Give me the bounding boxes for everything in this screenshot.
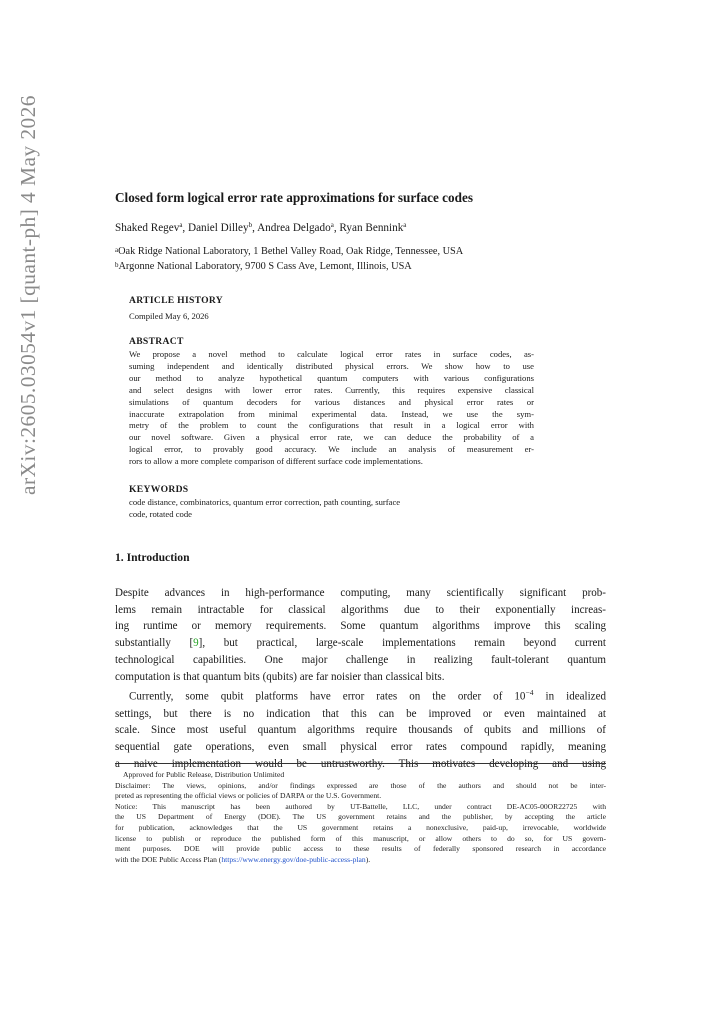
abstract-line: and select designs with lower error rates. Currently, this requires expensive classical	[129, 384, 534, 395]
affiliation-text: Oak Ridge National Laboratory, 1 Bethel Valley Road, Oak Ridge, Tennessee, USA	[118, 246, 464, 257]
footnote-line: for publication, acknowledges that the US government retains a nonexclusive, paid-up, irrevocable, worldwide	[115, 822, 606, 832]
body-line-with-exponent	[115, 685, 606, 705]
body-text: Currently, some qubit platforms have error rates on the order of 10	[129, 690, 526, 703]
body-line: scale. Since most useful quantum algorithms require thousands of qubits and millions of	[115, 724, 606, 737]
introduction-body	[115, 585, 606, 772]
footnote-text: with the DOE Public Access Plan (	[115, 854, 222, 864]
arxiv-sidebar-id: arXiv:2605.03054v1 [quant-ph] 4 May 2026	[16, 95, 40, 495]
abstract-line: We propose a novel method to calculate logical error rates in surface codes, as-	[129, 349, 534, 359]
abstract-line: inaccurate extrapolation from minimal experimental data. Instead, we use the sym-	[129, 408, 534, 419]
author-affiliation-mark: a	[179, 221, 183, 229]
body-line: Despite advances in high-performance computing, many scientifically significant prob-	[115, 587, 606, 599]
body-text: in idealized	[533, 690, 606, 703]
body-text: ], but practical, large-scale implementations remain beyond current	[198, 637, 606, 650]
keywords-line: code distance, combinatorics, quantum error correction, path counting, surface	[129, 497, 401, 507]
paper-title: Closed form logical error rate approximations for surface codes	[115, 190, 473, 205]
body-text: substantially [	[115, 637, 194, 650]
doe-access-plan-link[interactable]: https://www.energy.gov/doe-public-access-plan	[221, 854, 366, 864]
footnote-line: Disclaimer: The views, opinions, and/or findings expressed are those of the authors and should not be inter-	[115, 780, 606, 790]
compiled-date: Compiled May 6, 2026	[129, 311, 209, 321]
footnote-line-with-link	[115, 855, 606, 866]
affiliation-a	[115, 246, 463, 257]
footnote-line: preted as representing the official views or policies of DARPA or the U.S. Government.	[115, 791, 382, 801]
author-name: Ryan Bennink	[339, 222, 404, 234]
footnote-rule	[115, 763, 606, 764]
abstract-line: our method to analyze hypothetical quantum computers with various configurations	[129, 372, 534, 383]
author-name: Daniel Dilley	[188, 222, 249, 234]
affiliation-text: Argonne National Laboratory, 9700 S Cass Ave, Lemont, Illinois, USA	[118, 261, 412, 272]
author-affiliation-mark: b	[248, 221, 253, 229]
keywords-heading: KEYWORDS	[129, 484, 189, 495]
abstract-line: logical error, to provably good accuracy. We include an analysis of measurement er-	[129, 444, 534, 455]
author-affiliation-mark: a	[330, 221, 334, 229]
body-line: settings, but there is no indication that this can be improved or even maintained at	[115, 707, 606, 720]
footnote-line: Approved for Public Release, Distribution Unlimited	[123, 770, 285, 779]
footnote-line: the US Department of Energy (DOE). The US government retains and the publisher, by accepting the article	[115, 812, 606, 822]
section-title: 1. Introduction	[115, 551, 190, 564]
footnote-line: license to publish or reproduce the published form of this manuscript, or allow others to do so, for US govern-	[115, 833, 606, 843]
body-line-with-citation	[115, 635, 606, 652]
abstract-body	[129, 349, 534, 468]
affiliation-b	[115, 261, 412, 272]
abstract-heading: ABSTRACT	[129, 336, 184, 347]
body-line: ing runtime or memory requirements. Some quantum algorithms improve this scaling	[115, 620, 606, 633]
author-name: Andrea Delgado	[257, 222, 331, 234]
article-history-heading: ARTICLE HISTORY	[129, 295, 224, 306]
abstract-line: suming independent and identically distributed physical errors. We show how to use	[129, 360, 534, 371]
author-affiliation-mark: a	[403, 221, 407, 229]
footnote-text: ).	[365, 854, 371, 864]
body-line: computation is that quantum bits (qubits) are far noisier than classical bits.	[115, 670, 445, 683]
affiliation-mark: b	[115, 261, 119, 269]
author-list: Shaked Regev$^a$, Daniel Dilley$^b$, Andrea Delgado$^a$, Ryan Bennink$^a$	[115, 221, 407, 234]
exponent: −4	[525, 688, 534, 698]
body-line: a naive implementation would be untrustworthy. This motivates developing and using	[115, 757, 606, 770]
abstract-line: metry of the problem to count the configurations that result in a logical error with	[129, 420, 534, 431]
citation-link[interactable]: 9	[193, 637, 199, 650]
author-name: Shaked Regev	[115, 222, 180, 234]
affiliation-mark: a	[115, 246, 119, 254]
body-line: technological capabilities. One major challenge in realizing fault-tolerant quantum	[115, 653, 606, 666]
footnote-line: ment purposes. DOE will provide public access to these results of federally sponsored research in accordance	[115, 844, 606, 854]
body-line: lems remain intractable for classical algorithms due to their exponentially increas-	[115, 603, 606, 616]
abstract-line: our novel software. Given a physical error rate, we can deduce the probability of a	[129, 432, 534, 443]
abstract-line: rors to allow a more complete comparison of different surface code implementations.	[129, 456, 423, 467]
keywords-body	[129, 497, 519, 520]
keywords-line: code, rotated code	[129, 508, 192, 519]
footnote-block	[115, 770, 606, 865]
footnote-line: Notice: This manuscript has been authored by UT-Battelle, LLC, under contract DE-AC05-00OR22725 with	[115, 801, 606, 811]
body-line: sequential gate operations, even small physical error rates compound rapidly, meaning	[115, 741, 606, 753]
abstract-line: simulations of quantum decoders for various distances and physical error rates or	[129, 396, 534, 407]
